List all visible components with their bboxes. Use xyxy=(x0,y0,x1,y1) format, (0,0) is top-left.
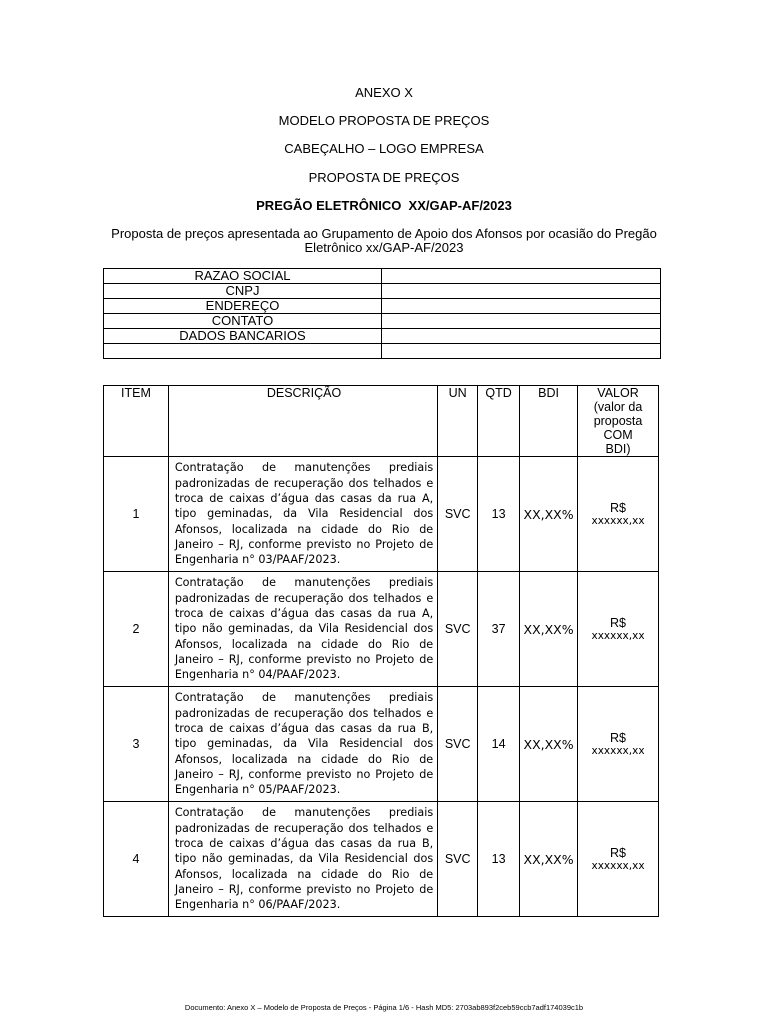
item-number: 1 xyxy=(104,457,169,572)
item-row xyxy=(104,802,659,917)
item-row xyxy=(104,572,659,687)
header-value-line: (valor da xyxy=(593,400,643,414)
intro-line-1: Proposta de preços apresentada ao Grupamento de Apoio dos Afonsos por ocasião do Pregão xyxy=(111,226,657,241)
item-qty: 14 xyxy=(478,687,520,802)
logo-line: CABEÇALHO – LOGO EMPRESA xyxy=(284,141,484,156)
item-bdi: XX,XX% xyxy=(520,572,578,687)
header-bdi: BDI xyxy=(520,386,578,457)
item-value xyxy=(578,457,659,572)
company-field-value[interactable] xyxy=(382,299,661,314)
item-description: Contratação de manutenções prediais padronizadas de recuperação dos telhados e troca de caixas d’água das casas da rua A, tipo geminadas, da Vila Residencial dos Afonsos, localizada na cidade do Rio de Janeiro – RJ, conforme previsto no Projeto de Engenharia n° 03/PAAF/2023. xyxy=(168,457,437,572)
company-field-label: RAZAO SOCIAL xyxy=(104,269,382,284)
item-description: Contratação de manutenções prediais padronizadas de recuperação dos telhados e troca de caixas d’água das casas da rua B, tipo não geminadas, da Vila Residencial dos Afonsos, localizada na cidade do Rio de Janeiro – RJ, conforme previsto no Projeto de Engenharia n° 06/PAAF/2023. xyxy=(168,802,437,917)
company-field-value[interactable] xyxy=(382,344,661,359)
company-field-row xyxy=(104,344,661,359)
item-qty: 13 xyxy=(478,802,520,917)
header-description: DESCRIÇÃO xyxy=(168,386,437,457)
item-value xyxy=(578,572,659,687)
item-unit: SVC xyxy=(438,457,478,572)
item-value-currency: R$ xyxy=(610,500,627,515)
item-qty: 13 xyxy=(478,457,520,572)
item-value-amount: xxxxxx,xx xyxy=(591,514,645,527)
item-description: Contratação de manutenções prediais padronizadas de recuperação dos telhados e troca de caixas d’água das casas da rua A, tipo não geminadas, da Vila Residencial dos Afonsos, localizada na cidade do Rio de Janeiro – RJ, conforme previsto no Projeto de Engenharia n° 04/PAAF/2023. xyxy=(168,572,437,687)
item-value-currency: R$ xyxy=(610,615,627,630)
annex-title: ANEXO X xyxy=(355,85,413,100)
company-field-row xyxy=(104,269,661,284)
item-value-amount: xxxxxx,xx xyxy=(591,629,645,642)
company-field-row xyxy=(104,284,661,299)
header-value xyxy=(578,386,659,457)
item-value-currency: R$ xyxy=(610,845,627,860)
company-field-label: DADOS BANCARIOS xyxy=(104,329,382,344)
header-value-line: BDI) xyxy=(605,442,631,456)
company-field-label xyxy=(104,344,382,359)
document-footer: Documento: Anexo X – Modelo de Proposta de Preços - Página 1/6 - Hash MD5: 2703ab893f2ceb59ccb7adf174039c1b xyxy=(184,1003,584,1012)
item-value xyxy=(578,687,659,802)
item-qty: 37 xyxy=(478,572,520,687)
model-title: MODELO PROPOSTA DE PREÇOS xyxy=(278,113,490,128)
header-item: ITEM xyxy=(104,386,169,457)
auction-title: PREGÃO ELETRÔNICO XX/GAP-AF/2023 xyxy=(256,198,512,213)
company-field-label: CONTATO xyxy=(104,314,382,329)
item-number: 2 xyxy=(104,572,169,687)
item-number: 3 xyxy=(104,687,169,802)
company-info-table xyxy=(103,268,661,359)
company-field-row xyxy=(104,329,661,344)
items-price-table xyxy=(103,385,659,917)
item-value xyxy=(578,802,659,917)
items-table-header-row xyxy=(104,386,659,457)
company-field-value[interactable] xyxy=(382,314,661,329)
item-number: 4 xyxy=(104,802,169,917)
company-field-value[interactable] xyxy=(382,269,661,284)
item-unit: SVC xyxy=(438,687,478,802)
item-unit: SVC xyxy=(438,572,478,687)
item-row xyxy=(104,687,659,802)
company-field-label: CNPJ xyxy=(104,284,382,299)
intro-paragraph xyxy=(100,227,668,255)
company-field-value[interactable] xyxy=(382,329,661,344)
item-value-currency: R$ xyxy=(610,730,627,745)
header-value-line: proposta xyxy=(593,414,643,428)
header-unit: UN xyxy=(438,386,478,457)
company-field-value[interactable] xyxy=(382,284,661,299)
header-value-line: COM xyxy=(603,428,633,442)
header-value-line: VALOR xyxy=(597,386,639,400)
company-field-row xyxy=(104,314,661,329)
intro-line-2: Eletrônico xx/GAP-AF/2023 xyxy=(304,240,464,255)
item-value-amount: xxxxxx,xx xyxy=(591,859,645,872)
company-field-label: ENDEREÇO xyxy=(104,299,382,314)
item-value-amount: xxxxxx,xx xyxy=(591,744,645,757)
item-bdi: XX,XX% xyxy=(520,802,578,917)
company-field-row xyxy=(104,299,661,314)
item-bdi: XX,XX% xyxy=(520,457,578,572)
header-qty: QTD xyxy=(478,386,520,457)
item-bdi: XX,XX% xyxy=(520,687,578,802)
proposal-title: PROPOSTA DE PREÇOS xyxy=(308,170,460,185)
item-row xyxy=(104,457,659,572)
item-description: Contratação de manutenções prediais padronizadas de recuperação dos telhados e troca de caixas d’água das casas da rua B, tipo geminadas, da Vila Residencial dos Afonsos, localizada na cidade do Rio de Janeiro – RJ, conforme previsto no Projeto de Engenharia n° 05/PAAF/2023. xyxy=(168,687,437,802)
item-unit: SVC xyxy=(438,802,478,917)
